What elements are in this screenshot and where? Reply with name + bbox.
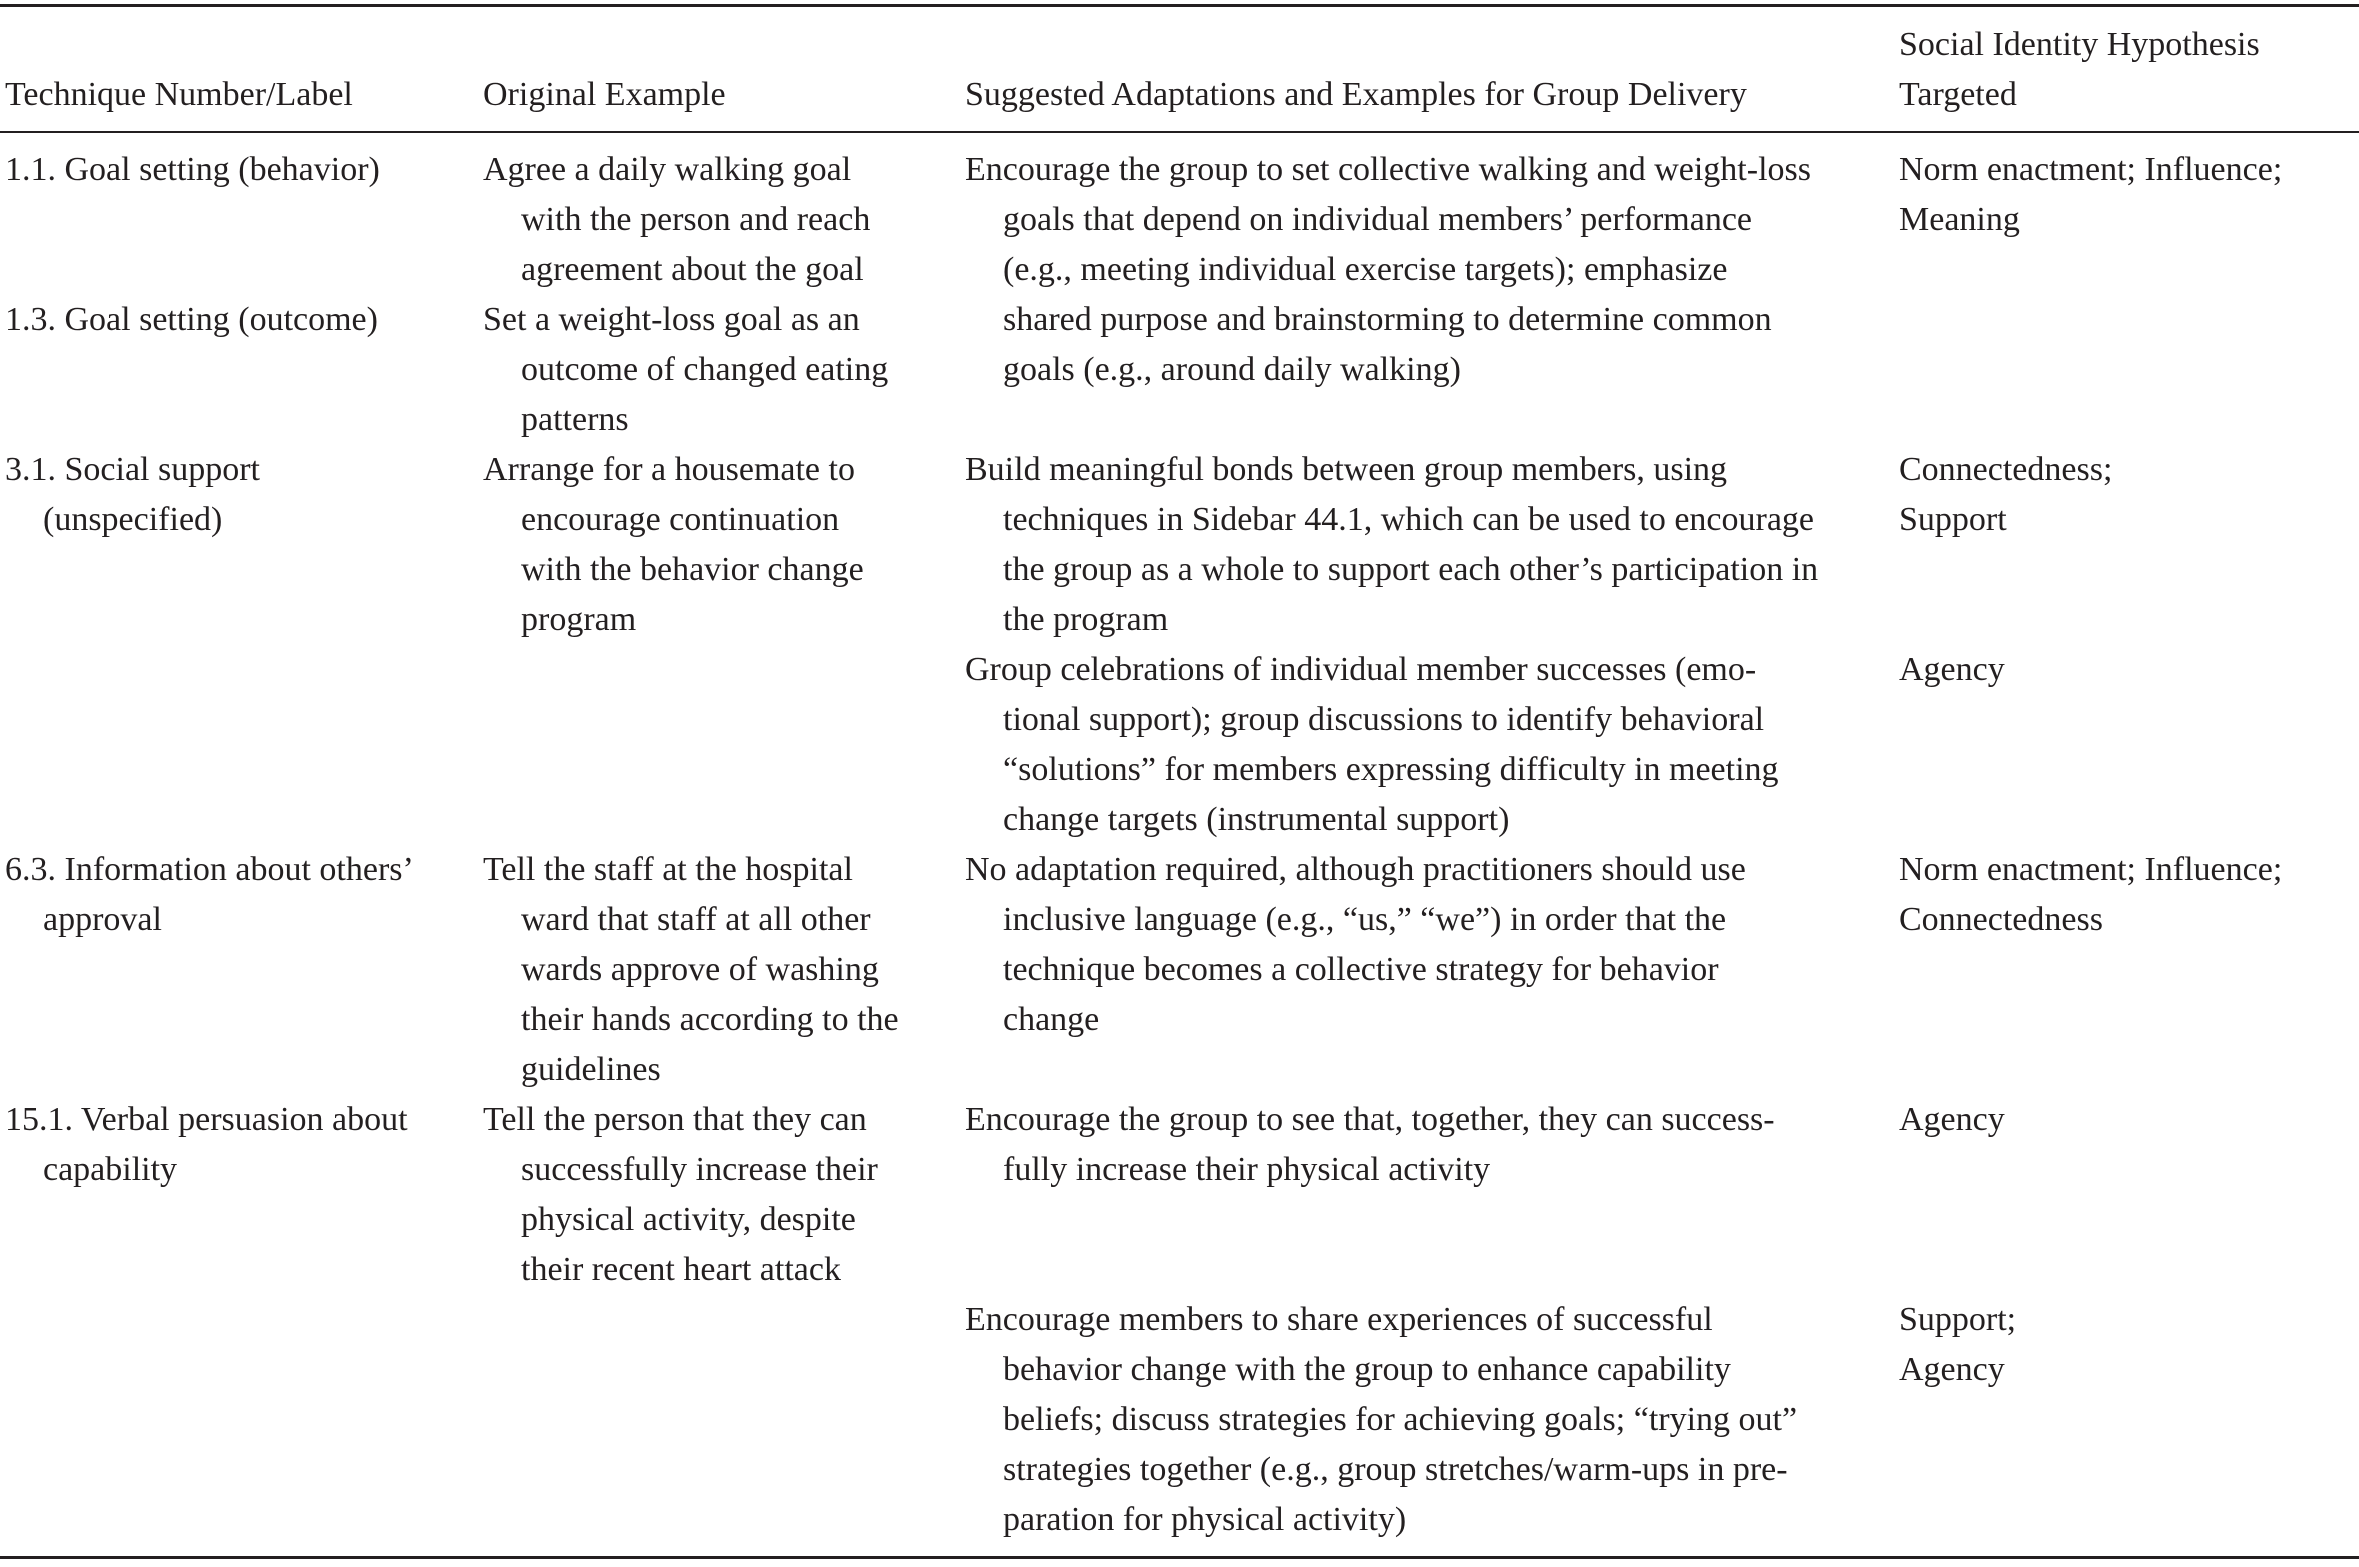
cell-line: their recent heart attack <box>521 1251 841 1288</box>
cell-line: Encourage the group to see that, together, they can success- <box>965 1101 1775 1138</box>
header-original-example <box>483 70 726 120</box>
cell-line: Agency <box>1899 1351 2005 1388</box>
cell-adaptation <box>965 145 1811 395</box>
cell-hypothesis <box>1899 445 2112 545</box>
cell-line: No adaptation required, although practitioners should use <box>965 851 1746 888</box>
cell-hypothesis <box>1899 645 2005 695</box>
cell-line: 3.1. Social support <box>5 451 260 488</box>
cell-technique <box>5 145 380 195</box>
cell-line: Agency <box>1899 651 2005 688</box>
cell-line: tional support); group discussions to identify behavioral <box>1003 701 1765 738</box>
cell-line: shared purpose and brainstorming to determine common <box>1003 301 1772 338</box>
cell-line: fully increase their physical activity <box>1003 1151 1491 1188</box>
cell-adaptation <box>965 645 1779 845</box>
cell-line: (unspecified) <box>43 501 223 538</box>
cell-line: goals that depend on individual members’ performance <box>1003 201 1753 238</box>
cell-line: patterns <box>521 401 629 438</box>
cell-line: with the person and reach <box>521 201 871 238</box>
header-line: Targeted <box>1899 76 2017 113</box>
cell-line: outcome of changed eating <box>521 351 889 388</box>
cell-line: Encourage the group to set collective walking and weight-loss <box>965 151 1811 188</box>
cell-line: the group as a whole to support each other’s participation in <box>1003 551 1819 588</box>
cell-adaptation <box>965 1295 1797 1545</box>
cell-line: Arrange for a housemate to <box>483 451 855 488</box>
header-rule <box>0 131 2359 133</box>
cell-technique <box>5 845 414 945</box>
cell-line: guidelines <box>521 1051 661 1088</box>
cell-original-example <box>483 295 888 445</box>
cell-line: Norm enactment; Influence; <box>1899 851 2283 888</box>
cell-line: Build meaningful bonds between group members, using <box>965 451 1728 488</box>
header-hypothesis <box>1899 20 2260 120</box>
cell-line: with the behavior change <box>521 551 864 588</box>
cell-line: change targets (instrumental support) <box>1003 801 1510 838</box>
bottom-rule <box>0 1556 2359 1559</box>
cell-line: Connectedness <box>1899 901 2103 938</box>
cell-line: Encourage members to share experiences of successful <box>965 1301 1713 1338</box>
cell-original-example <box>483 445 864 645</box>
cell-line: Support; <box>1899 1301 2017 1338</box>
header-technique <box>5 70 353 120</box>
cell-line: Support <box>1899 501 2007 538</box>
cell-technique <box>5 295 378 345</box>
cell-line: 15.1. Verbal persuasion about <box>5 1101 408 1138</box>
cell-line: successfully increase their <box>521 1151 878 1188</box>
cell-technique <box>5 1095 408 1195</box>
cell-line: approval <box>43 901 162 938</box>
cell-hypothesis <box>1899 1295 2016 1395</box>
header-line: Original Example <box>483 76 726 113</box>
cell-line: 1.3. Goal setting (outcome) <box>5 301 378 338</box>
cell-line: Meaning <box>1899 201 2020 238</box>
cell-line: encourage continuation <box>521 501 840 538</box>
cell-line: Tell the person that they can <box>483 1101 867 1138</box>
cell-line: ward that staff at all other <box>521 901 871 938</box>
cell-line: change <box>1003 1001 1100 1038</box>
cell-hypothesis <box>1899 145 2282 245</box>
cell-line: Agree a daily walking goal <box>483 151 852 188</box>
cell-original-example <box>483 145 870 295</box>
header-line: Technique Number/Label <box>5 76 353 113</box>
cell-line: techniques in Sidebar 44.1, which can be used to encourage <box>1003 501 1815 538</box>
cell-technique <box>5 445 260 545</box>
cell-adaptation <box>965 845 1746 1045</box>
cell-line: goals (e.g., around daily walking) <box>1003 351 1461 388</box>
cell-line: Connectedness; <box>1899 451 2113 488</box>
cell-line: beliefs; discuss strategies for achieving goals; “trying out” <box>1003 1401 1798 1438</box>
cell-line: physical activity, despite <box>521 1201 856 1238</box>
cell-line: paration for physical activity) <box>1003 1501 1407 1538</box>
cell-line: their hands according to the <box>521 1001 899 1038</box>
cell-original-example <box>483 845 899 1095</box>
cell-line: agreement about the goal <box>521 251 864 288</box>
top-rule <box>0 4 2359 7</box>
cell-line: inclusive language (e.g., “us,” “we”) in order that the <box>1003 901 1727 938</box>
cell-line: technique becomes a collective strategy for behavior <box>1003 951 1719 988</box>
header-adaptation <box>965 70 1747 120</box>
cell-line: strategies together (e.g., group stretches/warm-ups in pre- <box>1003 1451 1788 1488</box>
cell-line: Tell the staff at the hospital <box>483 851 853 888</box>
cell-hypothesis <box>1899 845 2282 945</box>
cell-line: capability <box>43 1151 178 1188</box>
cell-line: Set a weight-loss goal as an <box>483 301 860 338</box>
cell-line: the program <box>1003 601 1169 638</box>
cell-line: Agency <box>1899 1101 2005 1138</box>
cell-line: 6.3. Information about others’ <box>5 851 414 888</box>
cell-adaptation <box>965 1095 1775 1195</box>
cell-hypothesis <box>1899 1095 2005 1145</box>
cell-original-example <box>483 1095 878 1295</box>
header-line: Suggested Adaptations and Examples for Group Delivery <box>965 76 1747 113</box>
cell-line: Norm enactment; Influence; <box>1899 151 2283 188</box>
cell-line: 1.1. Goal setting (behavior) <box>5 151 380 188</box>
cell-line: “solutions” for members expressing difficulty in meeting <box>1003 751 1779 788</box>
header-line: Social Identity Hypothesis <box>1899 26 2260 63</box>
cell-line: (e.g., meeting individual exercise targets); emphasize <box>1003 251 1728 288</box>
cell-line: Group celebrations of individual member successes (emo- <box>965 651 1757 688</box>
cell-adaptation <box>965 445 1818 645</box>
cell-line: program <box>521 601 637 638</box>
cell-line: behavior change with the group to enhance capability <box>1003 1351 1731 1388</box>
cell-line: wards approve of washing <box>521 951 879 988</box>
